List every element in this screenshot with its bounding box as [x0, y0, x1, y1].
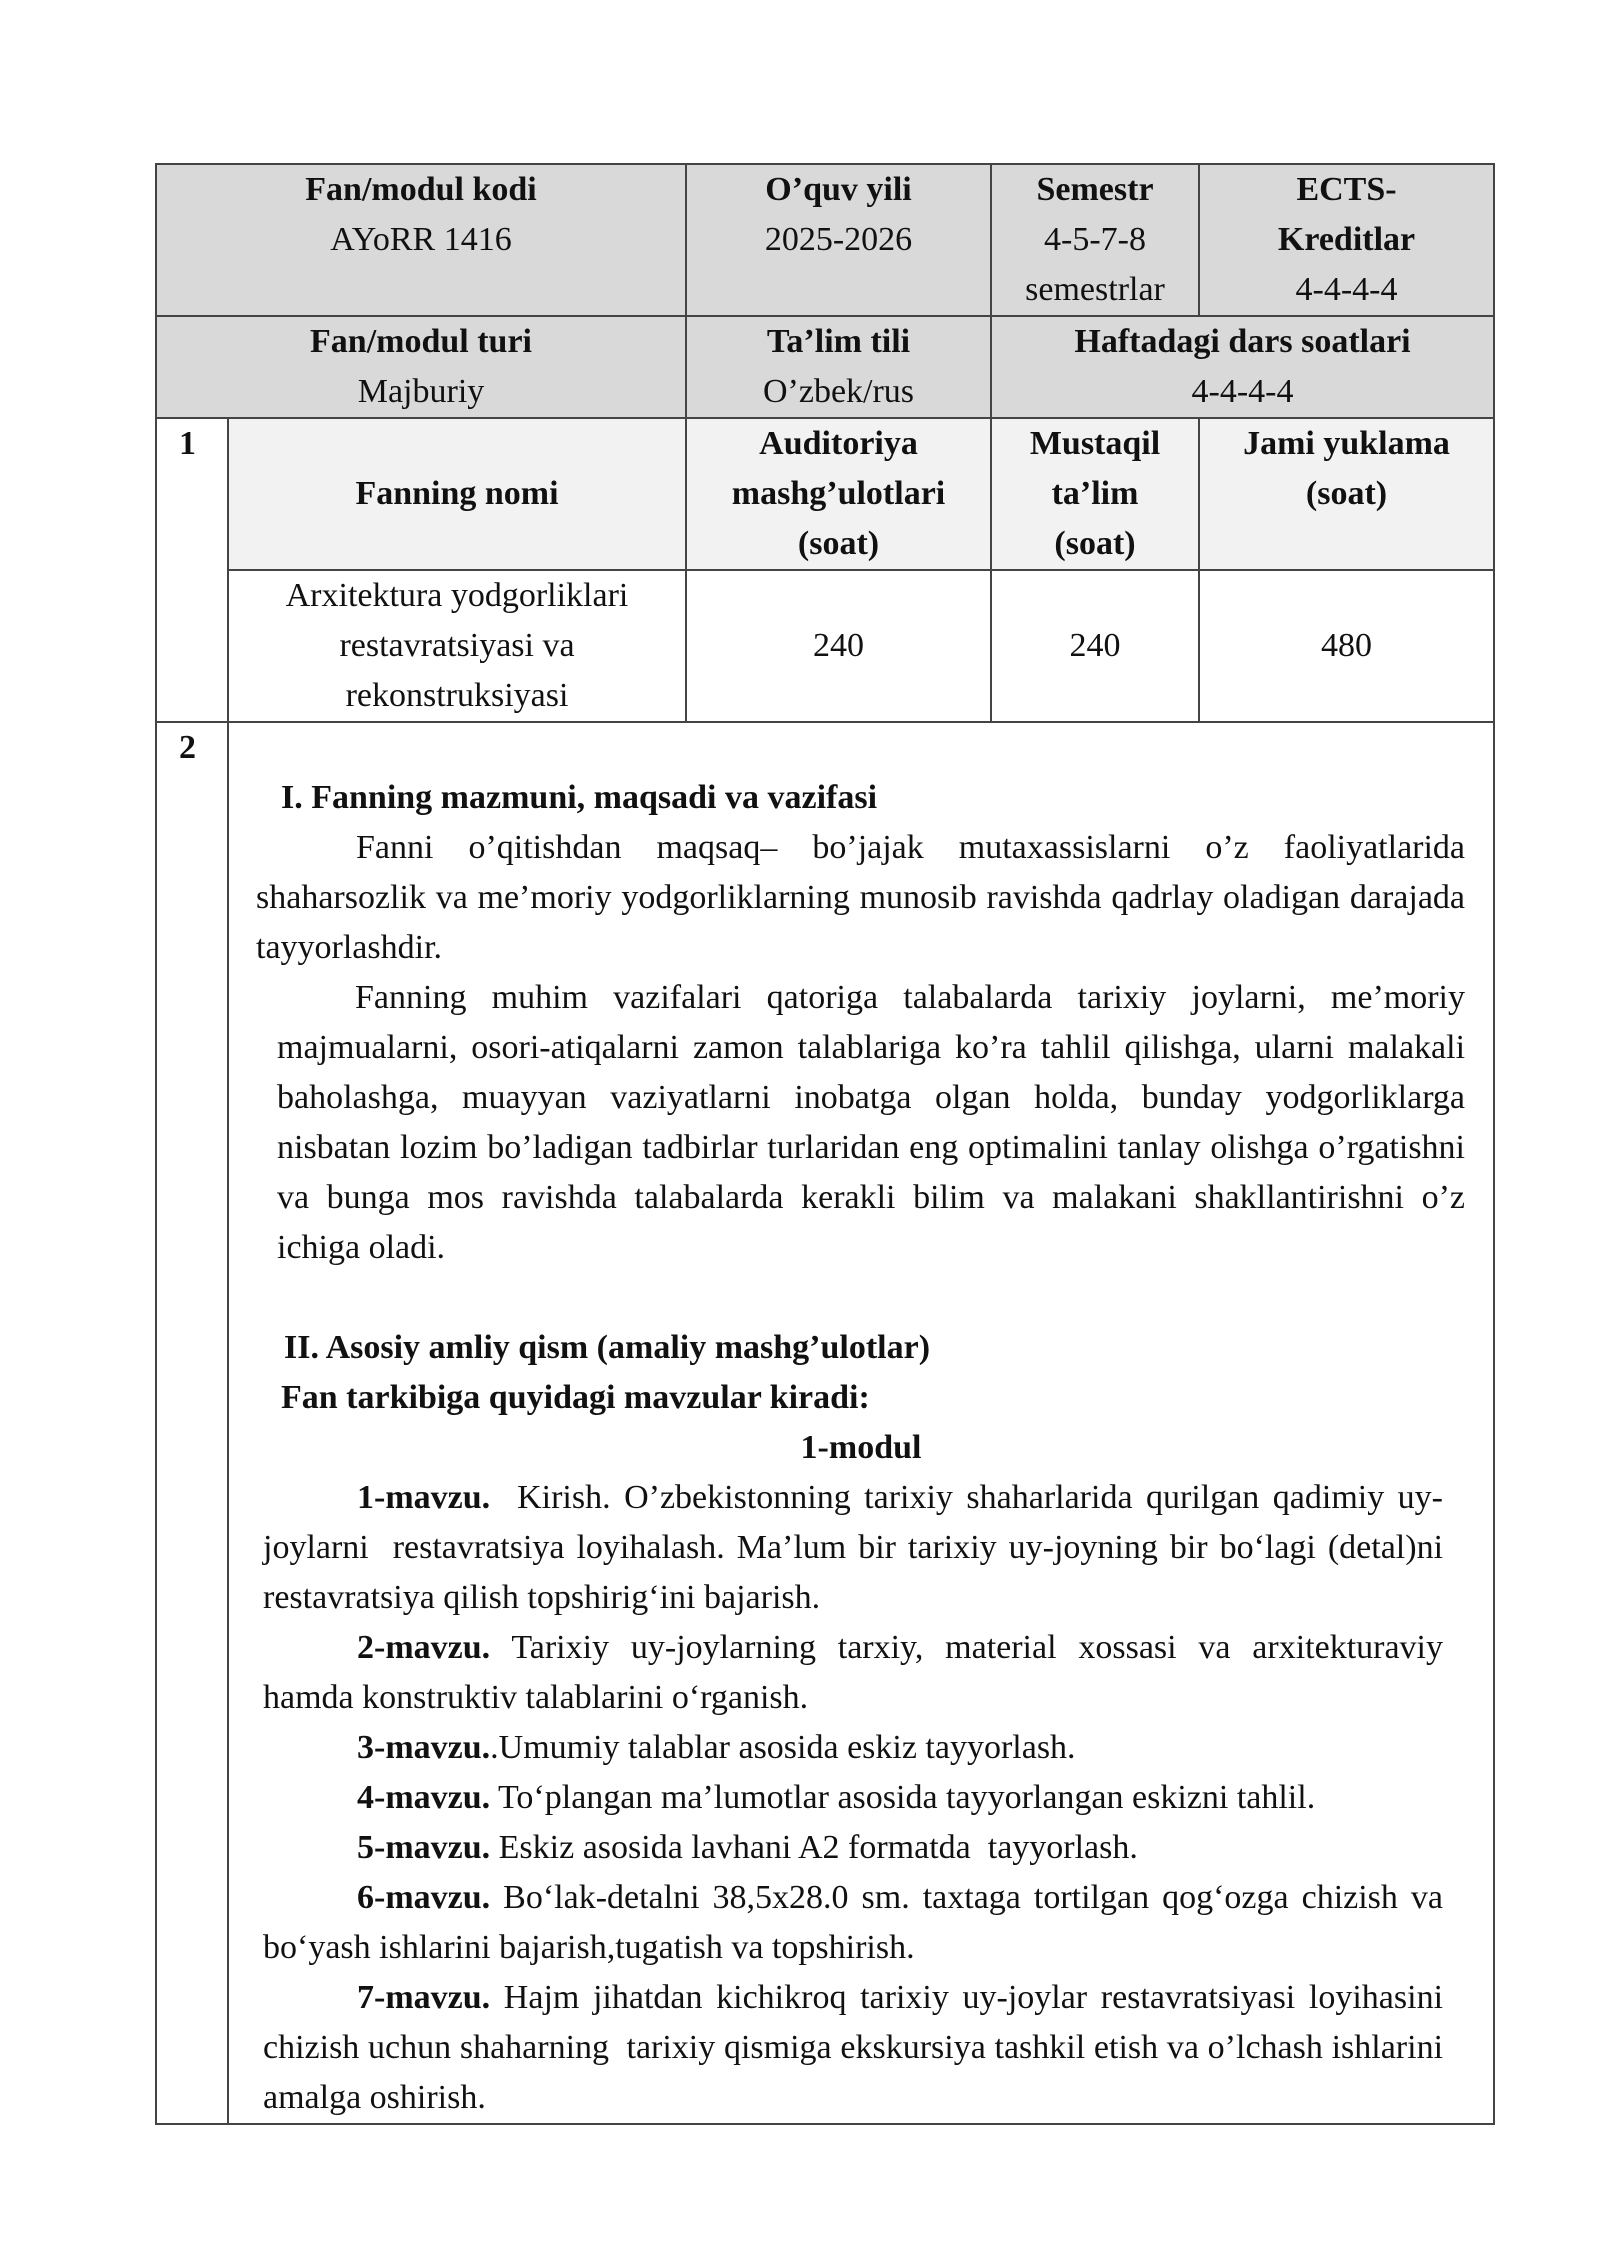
topic-label: 1-mavzu.	[357, 1479, 491, 1516]
module-title: 1-modul	[800, 1429, 922, 1466]
year-label: O’quv yili	[765, 171, 912, 208]
hours-label: Haftadagi dars soatlari	[1074, 323, 1411, 360]
type-value: Majburiy	[357, 373, 485, 410]
auditorium-label-3: (soat)	[797, 525, 880, 562]
topic-label: 5-mavzu.	[357, 1829, 491, 1866]
ects-value: 4-4-4-4	[1295, 271, 1398, 308]
auditorium-label-2: mashg’ulotlari	[731, 475, 946, 512]
code-label: Fan/modul kodi	[305, 171, 537, 208]
topic-text: Hajm jihatdan kichikroq tarixiy uy-joylar restavratsiyasi loyihasini chizish uchun shaharning tarixiy qismiga ekskursiya tashkil etish va o’lchash ishlarini amalga oshirish.	[263, 1979, 1452, 2116]
topic-label: 4-mavzu.	[357, 1779, 491, 1816]
row-number-2: 2	[156, 722, 228, 2124]
topic-item	[263, 1773, 1443, 1823]
row1-header	[156, 418, 1494, 570]
topic-text: Eskiz asosida lavhani A2 formatda tayyorlash.	[490, 1829, 1138, 1866]
topic-text: Kirish. O’zbekistonning tarixiy shaharlarida qurilgan qadimiy uy-joylarni restavratsiya loyihalash. Ma’lum bir tarixiy uy-joyning bir bo‘lagi (detal)ni restavratsiya qilish topshirig‘ini bajarish.	[263, 1479, 1452, 1616]
paragraph-1: Fanni o’qitishdan maqsaq– bo’jajak mutaxassislarni o’z faoliyatlarida shaharsozlik va me’moriy yodgorliklarning munosib ravishda qadrlay oladigan darajada tayyorlashdir.	[256, 829, 1466, 966]
subject-name-3: rekonstruksiyasi	[345, 677, 569, 714]
section-1-title: I. Fanning mazmuni, maqsadi va vazifasi	[281, 779, 878, 816]
header-row-1	[156, 164, 1494, 316]
auditorium-hours: 240	[686, 570, 991, 722]
topic-item	[263, 1973, 1452, 2123]
row-number-1: 1	[156, 418, 228, 722]
hours-cell	[991, 316, 1494, 418]
total-hours: 480	[1199, 570, 1494, 722]
total-label-cell	[1199, 418, 1494, 570]
total-label-2: (soat)	[1305, 475, 1388, 512]
year-cell	[686, 164, 991, 316]
topic-label: 6-mavzu.	[357, 1879, 491, 1916]
hours-value: 4-4-4-4	[1191, 373, 1294, 410]
paragraph-2: Fanning muhim vazifalari qatoriga talabalarda tarixiy joylarni, me’moriy majmualarni, osori-atiqalarni zamon talablariga ko’ra tahlil qilishga, ularni malakali baholashga, muayyan vaziyatlarni inobatga olgan holda, bunday yodgorliklarga nisbatan lozim bo’ladigan tadbirlar turlaridan eng optimalini tanlay olishga o’rgatishni va bunga mos ravishda talabalarda kerakli bilim va malakani shakllantirishni o’z ichiga oladi.	[277, 979, 1466, 1266]
ects-cell	[1199, 164, 1494, 316]
code-cell	[156, 164, 686, 316]
topic-text: Tarixiy uy-joylarning tarxiy, material xossasi va arxitekturaviy hamda konstruktiv talablarini o‘rganish.	[263, 1629, 1452, 1716]
topic-item	[263, 1623, 1452, 1723]
content-body	[229, 723, 1493, 2123]
independent-label-2: ta’lim	[1051, 475, 1139, 512]
subject-name-2: restavratsiyasi va	[339, 627, 575, 664]
subject-name-label: Fanning nomi	[228, 418, 686, 570]
independent-label-cell	[991, 418, 1199, 570]
content-cell	[228, 722, 1494, 2124]
total-label: Jami yuklama	[1243, 425, 1450, 462]
topic-text: To‘plangan ma’lumotlar asosida tayyorlangan eskizni tahlil.	[490, 1779, 1316, 1816]
topic-item	[263, 1473, 1452, 1623]
section-2-title: II. Asosiy amliy qism (amaliy mashg’ulotlar)	[284, 1329, 931, 1366]
lang-value: O’zbek/rus	[762, 373, 915, 410]
year-value: 2025-2026	[764, 221, 913, 258]
semester-value-suffix: semestrlar	[1025, 271, 1165, 308]
topic-item	[263, 1873, 1452, 1973]
row2-content	[156, 722, 1494, 2124]
subject-name-cell	[228, 570, 686, 722]
topic-item	[263, 1723, 1443, 1773]
lang-cell	[686, 316, 991, 418]
type-label: Fan/modul turi	[310, 323, 532, 360]
auditorium-label-cell	[686, 418, 991, 570]
independent-label: Mustaqil	[1029, 425, 1161, 462]
header-row-2	[156, 316, 1494, 418]
topic-item	[263, 1823, 1443, 1873]
course-table	[155, 163, 1495, 2125]
section-2-subtitle: Fan tarkibiga quyidagi mavzular kiradi:	[281, 1379, 870, 1416]
row1-values	[156, 570, 1494, 722]
topic-label: 3-mavzu.	[357, 1729, 491, 1766]
ects-label-2: Kreditlar	[1277, 221, 1416, 258]
lang-label: Ta’lim tili	[766, 323, 911, 360]
semester-cell	[991, 164, 1199, 316]
ects-label: ECTS-	[1296, 171, 1397, 208]
type-cell	[156, 316, 686, 418]
topic-text: .Umumiy talablar asosida eskiz tayyorlash.	[490, 1729, 1076, 1766]
topic-list	[229, 1473, 1493, 2123]
auditorium-label: Auditoriya	[759, 425, 918, 462]
topic-text: Bo‘lak-detalni 38,5x28.0 sm. taxtaga tortilgan qog‘ozga chizish va bo‘yash ishlarini bajarish,tugatish va topshirish.	[263, 1879, 1452, 1966]
semester-value: 4-5-7-8	[1044, 221, 1146, 258]
code-value: AYoRR 1416	[330, 221, 512, 258]
topic-label: 2-mavzu.	[357, 1629, 491, 1666]
topic-label: 7-mavzu.	[357, 1979, 491, 2016]
semester-label: Semestr	[1036, 171, 1154, 208]
independent-hours: 240	[991, 570, 1199, 722]
independent-label-3: (soat)	[1054, 525, 1136, 562]
subject-name: Arxitektura yodgorliklari	[285, 577, 629, 614]
